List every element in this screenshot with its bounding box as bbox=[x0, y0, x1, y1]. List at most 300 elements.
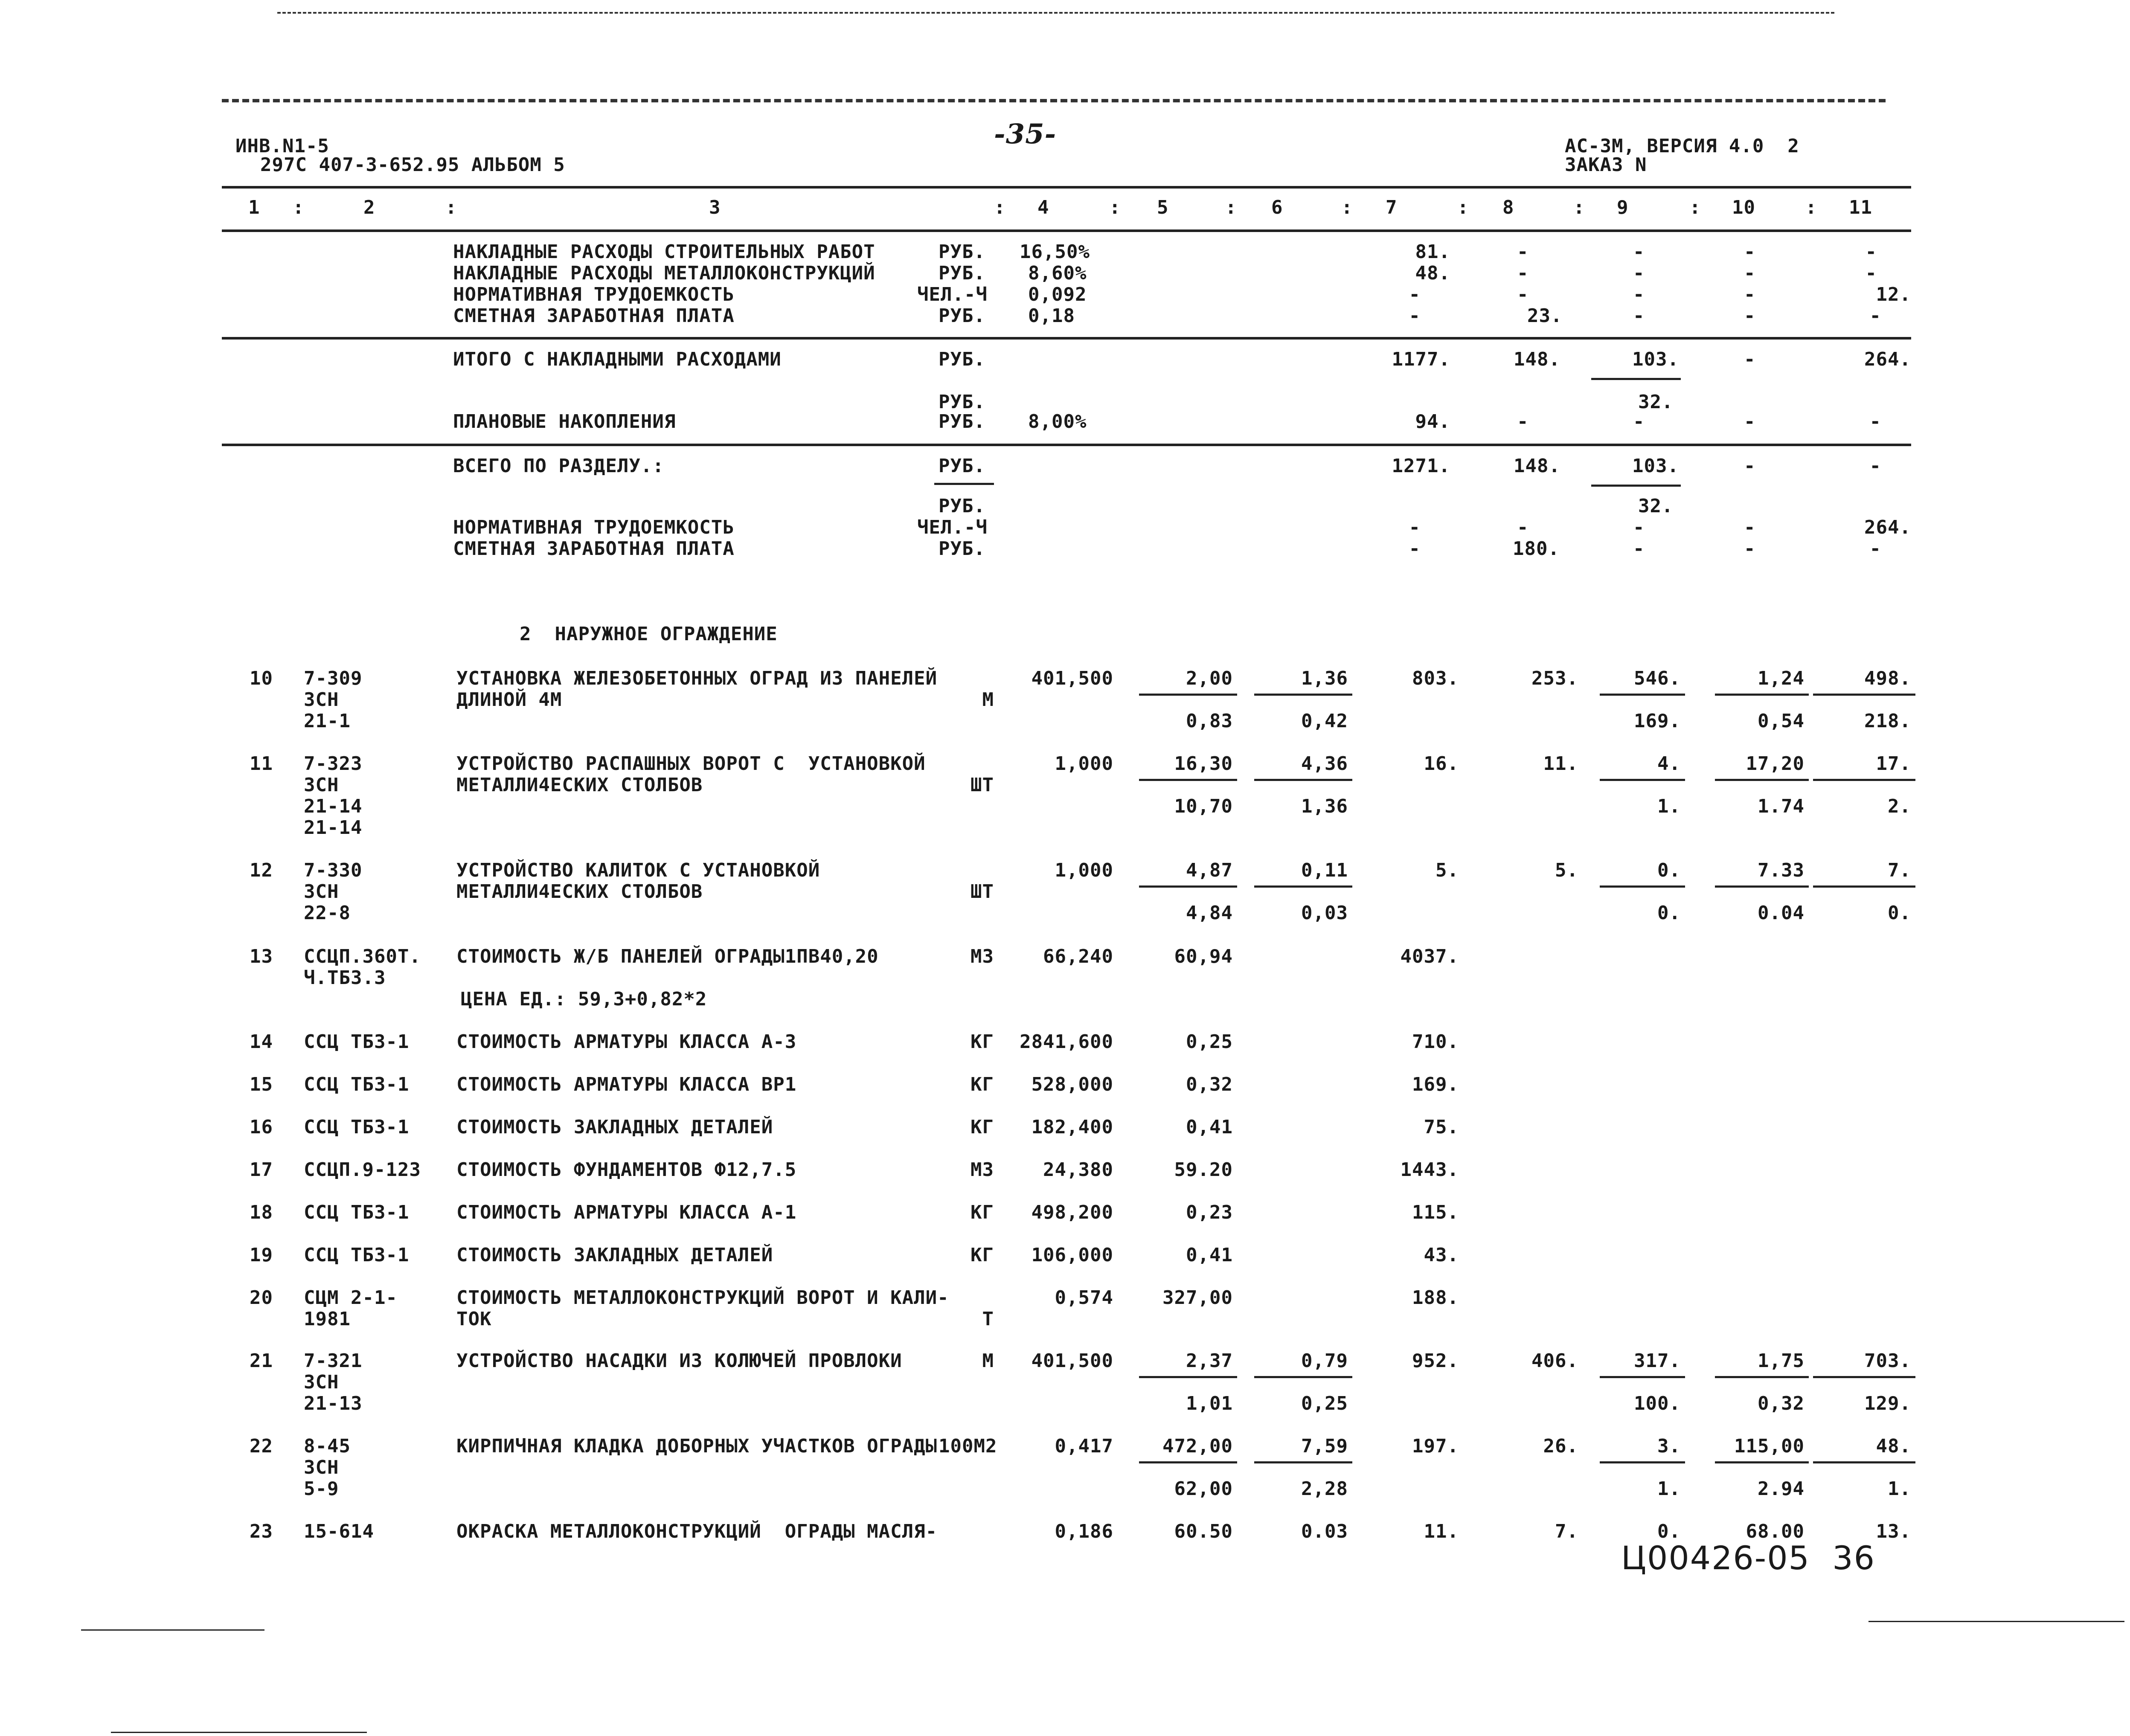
cell-c4: 1,000 bbox=[1055, 753, 1113, 775]
cell-c7: 710. bbox=[1412, 1031, 1459, 1053]
cell-c6b: 0,03 bbox=[1301, 902, 1348, 924]
cell-c7: 16. bbox=[1424, 753, 1459, 775]
cell-c11: - bbox=[1865, 262, 1877, 284]
row-desc: ОКРАСКА МЕТАЛЛОКОНСТРУКЦИЙ ОГРАДЫ МАСЛЯ- bbox=[456, 1521, 938, 1542]
bottom-rule-lower bbox=[111, 1732, 367, 1733]
cell-c4: 16,50% bbox=[1020, 241, 1090, 263]
subtotal-underline bbox=[1591, 485, 1681, 487]
row-code: 21-14 bbox=[304, 817, 363, 839]
row-code: 21-1 bbox=[304, 710, 351, 732]
cell-underline bbox=[1600, 779, 1685, 781]
cell-underline bbox=[1600, 694, 1685, 696]
cell-c10: - bbox=[1744, 348, 1756, 370]
cell-c7: 4037. bbox=[1400, 946, 1459, 967]
row-number: 15 bbox=[250, 1074, 273, 1095]
cell-c6: 0.03 bbox=[1301, 1521, 1348, 1542]
cell-c4: 528,000 bbox=[1031, 1074, 1113, 1095]
cell-c7: - bbox=[1409, 517, 1421, 538]
cell-c4: 0,574 bbox=[1055, 1287, 1113, 1309]
cell-c11b: 218. bbox=[1864, 710, 1911, 732]
page-number: -35- bbox=[994, 118, 1057, 150]
col-num: 7 bbox=[1386, 197, 1398, 218]
cell-c7: 197. bbox=[1412, 1435, 1459, 1457]
cell-c5: 327,00 bbox=[1162, 1287, 1233, 1309]
cell-c5b: 1,01 bbox=[1186, 1393, 1233, 1414]
document-stamp: Ц00426-05 36 bbox=[1621, 1539, 1875, 1577]
row-unit: РУБ. bbox=[939, 262, 985, 284]
cell-c7: 169. bbox=[1412, 1074, 1459, 1095]
cell-c5b: 10,70 bbox=[1174, 795, 1233, 817]
cell-c11b: 0. bbox=[1888, 902, 1911, 924]
cell-c11: - bbox=[1869, 455, 1881, 477]
cell-c10: 1,75 bbox=[1758, 1350, 1805, 1372]
cell-c4: 401,500 bbox=[1031, 668, 1113, 689]
cell-c6: 0,11 bbox=[1301, 859, 1348, 881]
row-number: 23 bbox=[250, 1521, 273, 1542]
cell-c8: - bbox=[1517, 411, 1529, 433]
cell-c7: 952. bbox=[1412, 1350, 1459, 1372]
row-code: ССЦ ТБ3-1 bbox=[304, 1074, 410, 1095]
cell-c10: - bbox=[1744, 455, 1756, 477]
row-unit: РУБ. bbox=[939, 455, 985, 477]
row-desc: УСТРОЙСТВО КАЛИТОК С УСТАНОВКОЙ bbox=[456, 859, 820, 881]
cell-c6b: 1,36 bbox=[1301, 795, 1348, 817]
row-desc: УСТРОЙСТВО НАСАДКИ ИЗ КОЛЮЧЕЙ ПРОВЛОКИ bbox=[456, 1350, 902, 1372]
row-number: 10 bbox=[250, 668, 273, 689]
cell-c8: - bbox=[1517, 241, 1529, 263]
col-num: 3 bbox=[709, 197, 721, 218]
row-unit: М bbox=[982, 689, 994, 711]
cell-c5b: 0,83 bbox=[1186, 710, 1233, 732]
row-desc: ТОК bbox=[456, 1308, 492, 1330]
cell-c9b: 1. bbox=[1657, 795, 1681, 817]
cell-c11b: 2. bbox=[1888, 795, 1911, 817]
cell-c8: 180. bbox=[1513, 538, 1560, 560]
col-num: 9 bbox=[1617, 197, 1629, 218]
row-unit: М3 bbox=[971, 1159, 994, 1181]
section-title: 2 НАРУЖНОЕ ОГРАЖДЕНИЕ bbox=[520, 623, 778, 645]
cell-underline bbox=[1139, 885, 1237, 888]
row-code: ССЦ ТБ3-1 bbox=[304, 1202, 410, 1223]
cell-c10: - bbox=[1744, 262, 1756, 284]
cell-c6: 1,36 bbox=[1301, 668, 1348, 689]
row-code: Ч.ТБ3.3 bbox=[304, 967, 386, 989]
cell-c9b: 1. bbox=[1657, 1478, 1681, 1500]
rule-before-itogo bbox=[222, 337, 1911, 340]
cell-c10b: 0.04 bbox=[1758, 902, 1805, 924]
cell-c9: - bbox=[1633, 241, 1645, 263]
cell-c5: 472,00 bbox=[1162, 1435, 1233, 1457]
cell-underline bbox=[1254, 1461, 1352, 1463]
row-unit: РУБ. bbox=[939, 495, 985, 517]
row-code: ЗСН bbox=[304, 1457, 339, 1478]
cell-c11: 498. bbox=[1864, 668, 1911, 689]
cell-underline bbox=[1813, 1376, 1915, 1378]
cell-c4: 0,092 bbox=[1028, 284, 1087, 305]
cell-c11: 48. bbox=[1876, 1435, 1911, 1457]
cell-c8: 23. bbox=[1527, 305, 1563, 327]
row-code: 7-330 bbox=[304, 859, 363, 881]
row-desc: НОРМАТИВНАЯ ТРУДОЕМКОСТЬ bbox=[453, 517, 735, 538]
cell-c11: - bbox=[1869, 411, 1881, 433]
col-num: 8 bbox=[1502, 197, 1514, 218]
row-desc: СМЕТНАЯ ЗАРАБОТНАЯ ПЛАТА bbox=[453, 538, 735, 560]
cell-c8: 253. bbox=[1531, 668, 1578, 689]
row-desc: СМЕТНАЯ ЗАРАБОТНАЯ ПЛАТА bbox=[453, 305, 735, 327]
cell-underline bbox=[1254, 694, 1352, 696]
cell-c7: 803. bbox=[1412, 668, 1459, 689]
cell-c9: - bbox=[1633, 538, 1645, 560]
row-desc: КИРПИЧНАЯ КЛАДКА ДОБОРНЫХ УЧАСТКОВ ОГРАДЫ bbox=[456, 1435, 938, 1457]
cell-c8: 148. bbox=[1514, 348, 1560, 370]
cell-c5: 0,25 bbox=[1186, 1031, 1233, 1053]
row-desc: НАКЛАДНЫЕ РАСХОДЫ СТРОИТЕЛЬНЫХ РАБОТ bbox=[453, 241, 875, 263]
col-num: 2 bbox=[363, 197, 375, 218]
row-number: 19 bbox=[250, 1244, 273, 1266]
row-code: 5-9 bbox=[304, 1478, 339, 1500]
cell-c4: 8,00% bbox=[1028, 411, 1087, 433]
cell-c5b: 62,00 bbox=[1174, 1478, 1233, 1500]
row-desc: НАКЛАДНЫЕ РАСХОДЫ МЕТАЛЛОКОНСТРУКЦИЙ bbox=[453, 262, 875, 284]
row-code: ССЦП.360Т. bbox=[304, 946, 421, 967]
col-sep: : bbox=[1225, 197, 1237, 218]
cell-c4: 0,186 bbox=[1055, 1521, 1113, 1542]
cell-c5: 16,30 bbox=[1174, 753, 1233, 775]
cell-c11: 12. bbox=[1876, 284, 1911, 305]
cell-c5: 0,41 bbox=[1186, 1116, 1233, 1138]
cell-c7: - bbox=[1409, 538, 1421, 560]
rule-before-vsego bbox=[222, 444, 1911, 446]
cell-c11: 264. bbox=[1864, 348, 1911, 370]
row-desc: МЕТАЛЛИ4ЕСКИХ СТОЛБОВ bbox=[456, 881, 703, 903]
cell-c10: 68.00 bbox=[1746, 1521, 1805, 1542]
cell-c9: 32. bbox=[1638, 391, 1674, 413]
cell-c11: - bbox=[1869, 305, 1881, 327]
cell-underline bbox=[1139, 1376, 1237, 1378]
row-unit: КГ bbox=[971, 1031, 994, 1053]
cell-c5: 0,32 bbox=[1186, 1074, 1233, 1095]
cell-c4: 401,500 bbox=[1031, 1350, 1113, 1372]
order-number: ЗАКАЗ N bbox=[1565, 154, 1647, 176]
row-number: 16 bbox=[250, 1116, 273, 1138]
row-desc: УСТРОЙСТВО РАСПАШНЫХ ВОРОТ С УСТАНОВКОЙ bbox=[456, 753, 926, 775]
cell-underline bbox=[1600, 1376, 1685, 1378]
col-sep: : bbox=[1573, 197, 1585, 218]
cell-c9: - bbox=[1633, 305, 1645, 327]
row-code: ССЦ ТБ3-1 bbox=[304, 1116, 410, 1138]
cell-c5: 2,00 bbox=[1186, 668, 1233, 689]
col-sep: : bbox=[994, 197, 1006, 218]
row-unit: РУБ. bbox=[939, 391, 985, 413]
cell-c10: 115,00 bbox=[1734, 1435, 1805, 1457]
row-code: 21-13 bbox=[304, 1393, 363, 1414]
cell-c10b: 0,32 bbox=[1758, 1393, 1805, 1414]
col-sep: : bbox=[293, 197, 305, 218]
col-sep: : bbox=[1109, 197, 1121, 218]
row-code: 8-45 bbox=[304, 1435, 351, 1457]
col-num: 4 bbox=[1037, 197, 1049, 218]
cell-c7: 81. bbox=[1415, 241, 1450, 263]
col-num: 6 bbox=[1271, 197, 1283, 218]
cell-c10: 1,24 bbox=[1758, 668, 1805, 689]
row-desc: ДЛИНОЙ 4М bbox=[456, 689, 562, 711]
cell-c10: 17,20 bbox=[1746, 753, 1805, 775]
cell-c4: 66,240 bbox=[1043, 946, 1113, 967]
subtotal-underline bbox=[1591, 378, 1681, 380]
cell-c6b: 0,25 bbox=[1301, 1393, 1348, 1414]
cell-c8: 148. bbox=[1514, 455, 1560, 477]
cell-c9: 0. bbox=[1657, 859, 1681, 881]
cell-c11b: 129. bbox=[1864, 1393, 1911, 1414]
row-unit: М3 bbox=[971, 946, 994, 967]
row-desc: МЕТАЛЛИ4ЕСКИХ СТОЛБОВ bbox=[456, 774, 703, 796]
cell-underline bbox=[1813, 885, 1915, 888]
row-number: 22 bbox=[250, 1435, 273, 1457]
cell-underline bbox=[1813, 1461, 1915, 1463]
row-unit: КГ bbox=[971, 1244, 994, 1266]
cell-underline bbox=[1254, 885, 1352, 888]
row-unit: РУБ. bbox=[939, 411, 985, 433]
cell-underline bbox=[1715, 1376, 1809, 1378]
row-code: ЗСН bbox=[304, 774, 339, 796]
row-number: 13 bbox=[250, 946, 273, 967]
cell-c10: 7.33 bbox=[1758, 859, 1805, 881]
cell-c8: - bbox=[1517, 517, 1529, 538]
cell-c9: - bbox=[1633, 411, 1645, 433]
cell-c9: 4. bbox=[1657, 753, 1681, 775]
cell-c7: 1443. bbox=[1400, 1159, 1459, 1181]
cell-c11: - bbox=[1865, 241, 1877, 263]
cell-c11: 13. bbox=[1876, 1521, 1911, 1542]
row-unit: Т bbox=[982, 1308, 994, 1330]
row-unit: М bbox=[982, 1350, 994, 1372]
cell-c5: 60.50 bbox=[1174, 1521, 1233, 1542]
cell-c11: - bbox=[1869, 538, 1881, 560]
cell-c7: 94. bbox=[1415, 411, 1450, 433]
cell-c9: 103. bbox=[1632, 348, 1679, 370]
col-num: 10 bbox=[1732, 197, 1755, 218]
inv-number: ИНВ.N1-5 bbox=[235, 135, 329, 157]
cell-underline bbox=[1813, 779, 1915, 781]
row-desc: ПЛАНОВЫЕ НАКОПЛЕНИЯ bbox=[453, 411, 676, 433]
row-unit: КГ bbox=[971, 1116, 994, 1138]
cell-underline bbox=[1715, 885, 1809, 888]
row-code: 21-14 bbox=[304, 795, 363, 817]
cell-c6: 7,59 bbox=[1301, 1435, 1348, 1457]
col-sep: : bbox=[445, 197, 457, 218]
row-unit: КГ bbox=[971, 1074, 994, 1095]
cell-c8: 5. bbox=[1555, 859, 1578, 881]
cell-c5: 4,87 bbox=[1186, 859, 1233, 881]
cell-c4: 0,18 bbox=[1028, 305, 1075, 327]
row-desc: УСТАНОВКА ЖЕЛЕЗОБЕТОННЫХ ОГРАД ИЗ ПАНЕЛЕЙ bbox=[456, 668, 938, 689]
cell-c10b: 0,54 bbox=[1758, 710, 1805, 732]
cell-c10: - bbox=[1744, 517, 1756, 538]
row-desc: СТОИМОСТЬ ЗАКЛАДНЫХ ДЕТАЛЕЙ bbox=[456, 1116, 773, 1138]
header-rule-top bbox=[222, 186, 1911, 189]
cell-c9b: 0. bbox=[1657, 902, 1681, 924]
row-number: 20 bbox=[250, 1287, 273, 1309]
col-sep: : bbox=[1341, 197, 1353, 218]
unit-underline bbox=[934, 483, 994, 485]
cell-c10: - bbox=[1744, 411, 1756, 433]
cell-c9: 3. bbox=[1657, 1435, 1681, 1457]
row-desc: ВСЕГО ПО РАЗДЕЛУ.: bbox=[453, 455, 664, 477]
row-number: 11 bbox=[250, 753, 273, 775]
row-number: 18 bbox=[250, 1202, 273, 1223]
row-unit: 100М2 bbox=[939, 1435, 997, 1457]
col-sep: : bbox=[1689, 197, 1701, 218]
row-unit: РУБ. bbox=[939, 348, 985, 370]
cell-c11: 703. bbox=[1864, 1350, 1911, 1372]
col-num: 11 bbox=[1849, 197, 1872, 218]
row-desc: СТОИМОСТЬ Ж/Б ПАНЕЛЕЙ ОГРАДЫ1ПВ40,20 bbox=[456, 946, 879, 967]
cell-c7: 11. bbox=[1424, 1521, 1459, 1542]
cell-c7: 43. bbox=[1424, 1244, 1459, 1266]
row-code: ССЦП.9-123 bbox=[304, 1159, 421, 1181]
cell-c5: 0,41 bbox=[1186, 1244, 1233, 1266]
cell-c8: 406. bbox=[1531, 1350, 1578, 1372]
row-unit: ЧЕЛ.-Ч bbox=[917, 517, 988, 538]
row-unit: ШТ bbox=[971, 774, 994, 796]
cell-c9b: 100. bbox=[1634, 1393, 1681, 1414]
cell-c11: 17. bbox=[1876, 753, 1911, 775]
row-code: ЗСН bbox=[304, 881, 339, 903]
cell-c10b: 2.94 bbox=[1758, 1478, 1805, 1500]
row-code: СЦМ 2-1- bbox=[304, 1287, 398, 1309]
col-sep: : bbox=[1805, 197, 1817, 218]
cell-c6: 0,79 bbox=[1301, 1350, 1348, 1372]
cell-c7: - bbox=[1409, 284, 1421, 305]
cell-c7: 188. bbox=[1412, 1287, 1459, 1309]
cell-c4: 2841,600 bbox=[1020, 1031, 1113, 1053]
program-version: АС-3М, ВЕРСИЯ 4.0 2 bbox=[1565, 135, 1799, 157]
cell-c5: 0,23 bbox=[1186, 1202, 1233, 1223]
row-code: 7-321 bbox=[304, 1350, 363, 1372]
row-desc: НОРМАТИВНАЯ ТРУДОЕМКОСТЬ bbox=[453, 284, 735, 305]
row-number: 21 bbox=[250, 1350, 273, 1372]
cell-c8: 7. bbox=[1555, 1521, 1578, 1542]
cell-c4: 182,400 bbox=[1031, 1116, 1113, 1138]
cell-c10: - bbox=[1744, 284, 1756, 305]
cell-c7: 75. bbox=[1424, 1116, 1459, 1138]
cell-c10: - bbox=[1744, 538, 1756, 560]
row-desc: СТОИМОСТЬ ЗАКЛАДНЫХ ДЕТАЛЕЙ bbox=[456, 1244, 773, 1266]
cell-c7: 5. bbox=[1435, 859, 1459, 881]
cell-c11: 7. bbox=[1888, 859, 1911, 881]
cell-c4: 24,380 bbox=[1043, 1159, 1113, 1181]
cell-c9: 32. bbox=[1638, 495, 1674, 517]
row-code: ЗСН bbox=[304, 689, 339, 711]
cell-c4: 0,417 bbox=[1055, 1435, 1113, 1457]
cell-c7: - bbox=[1409, 305, 1421, 327]
cell-underline bbox=[1600, 1461, 1685, 1463]
cell-c4: 106,000 bbox=[1031, 1244, 1113, 1266]
header-rule-bottom bbox=[222, 229, 1911, 232]
row-code: 1981 bbox=[304, 1308, 351, 1330]
row-desc: ИТОГО С НАКЛАДНЫМИ РАСХОДАМИ bbox=[453, 348, 782, 370]
row-number: 17 bbox=[250, 1159, 273, 1181]
cell-c9: 103. bbox=[1632, 455, 1679, 477]
cell-underline bbox=[1715, 779, 1809, 781]
cell-c8: 26. bbox=[1543, 1435, 1578, 1457]
cell-c5: 59.20 bbox=[1174, 1159, 1233, 1181]
cell-c9: 546. bbox=[1634, 668, 1681, 689]
cell-c5b: 4,84 bbox=[1186, 902, 1233, 924]
cell-c10: - bbox=[1744, 305, 1756, 327]
cell-underline bbox=[1715, 1461, 1809, 1463]
cell-underline bbox=[1600, 885, 1685, 888]
cell-c5: 60,94 bbox=[1174, 946, 1233, 967]
row-desc: СТОИМОСТЬ МЕТАЛЛОКОНСТРУКЦИЙ ВОРОТ И КАЛИ- bbox=[456, 1287, 949, 1309]
row-unit: РУБ. bbox=[939, 305, 985, 327]
top-dashed-rule bbox=[277, 12, 1834, 14]
row-unit: ШТ bbox=[971, 881, 994, 903]
cell-c7: 115. bbox=[1412, 1202, 1459, 1223]
cell-c6b: 2,28 bbox=[1301, 1478, 1348, 1500]
row-code: 15-614 bbox=[304, 1521, 374, 1542]
cell-c5: 2,37 bbox=[1186, 1350, 1233, 1372]
row-unit: РУБ. bbox=[939, 241, 985, 263]
row-desc: СТОИМОСТЬ АРМАТУРЫ КЛАССА ВР1 bbox=[456, 1074, 797, 1095]
price-note: ЦЕНА ЕД.: 59,3+0,82*2 bbox=[461, 988, 707, 1010]
cell-c7: 1177. bbox=[1392, 348, 1450, 370]
row-code: 7-323 bbox=[304, 753, 363, 775]
cell-c9: - bbox=[1633, 284, 1645, 305]
row-code: ССЦ ТБ3-1 bbox=[304, 1244, 410, 1266]
album-ref: 297С 407-3-652.95 АЛЬБОМ 5 bbox=[260, 154, 565, 176]
cell-c8: 11. bbox=[1543, 753, 1578, 775]
cell-c11b: 1. bbox=[1888, 1478, 1911, 1500]
row-unit: РУБ. bbox=[939, 538, 985, 560]
col-num: 1 bbox=[248, 197, 260, 218]
cell-c8: - bbox=[1517, 262, 1529, 284]
row-code: 7-309 bbox=[304, 668, 363, 689]
cell-c6: 4,36 bbox=[1301, 753, 1348, 775]
cell-c9: 317. bbox=[1634, 1350, 1681, 1372]
cell-underline bbox=[1813, 694, 1915, 696]
row-desc: СТОИМОСТЬ ФУНДАМЕНТОВ Ф12,7.5 bbox=[456, 1159, 797, 1181]
row-unit: КГ bbox=[971, 1202, 994, 1223]
cell-c4: 8,60% bbox=[1028, 262, 1087, 284]
col-num: 5 bbox=[1157, 197, 1169, 218]
row-desc: СТОИМОСТЬ АРМАТУРЫ КЛАССА А-1 bbox=[456, 1202, 797, 1223]
col-sep: : bbox=[1457, 197, 1469, 218]
cell-underline bbox=[1139, 779, 1237, 781]
cell-underline bbox=[1139, 1461, 1237, 1463]
cell-underline bbox=[1139, 694, 1237, 696]
cell-c9: - bbox=[1633, 262, 1645, 284]
cell-c7: 1271. bbox=[1392, 455, 1450, 477]
cell-underline bbox=[1254, 1376, 1352, 1378]
cell-c8: - bbox=[1517, 284, 1529, 305]
row-desc: СТОИМОСТЬ АРМАТУРЫ КЛАССА А-3 bbox=[456, 1031, 797, 1053]
bottom-rule-left bbox=[81, 1629, 264, 1631]
bottom-rule-right bbox=[1868, 1621, 2124, 1622]
row-unit: ЧЕЛ.-Ч bbox=[917, 284, 988, 305]
cell-c9b: 169. bbox=[1634, 710, 1681, 732]
cell-c11: 264. bbox=[1864, 517, 1911, 538]
cell-underline bbox=[1715, 694, 1809, 696]
cell-c9: 0. bbox=[1657, 1521, 1681, 1542]
row-code: 22-8 bbox=[304, 902, 351, 924]
cell-c4: 498,200 bbox=[1031, 1202, 1113, 1223]
cell-underline bbox=[1254, 779, 1352, 781]
cell-c10: - bbox=[1744, 241, 1756, 263]
cell-c4: 1,000 bbox=[1055, 859, 1113, 881]
cell-c7: 48. bbox=[1415, 262, 1450, 284]
row-code: ССЦ ТБ3-1 bbox=[304, 1031, 410, 1053]
